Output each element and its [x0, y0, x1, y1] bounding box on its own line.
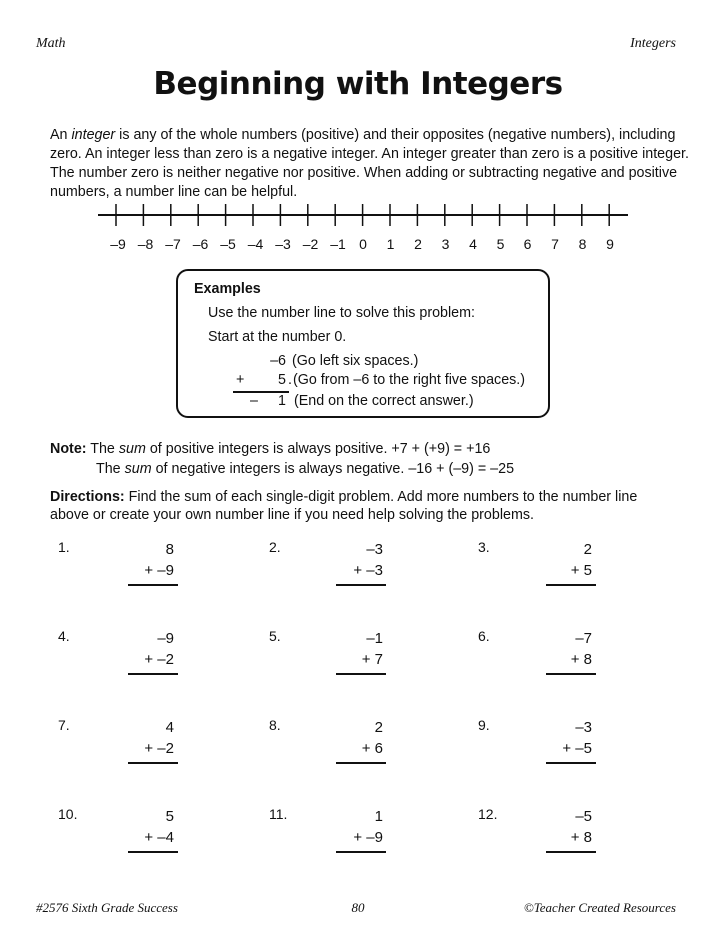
footer-right: ©Teacher Created Resources	[523, 900, 676, 915]
example-step3-sign: –	[250, 393, 258, 409]
nl-label: 7	[551, 236, 559, 252]
note-line2	[96, 461, 514, 477]
footer-page-number: 80	[351, 900, 365, 915]
problem-bottom: + –2	[144, 651, 174, 668]
examples-box	[176, 269, 550, 418]
problem-top: –3	[575, 719, 592, 736]
intro-rest: is any of the whole numbers (positive) and their opposites (negative numbers), including zero. An integer less than zero is a negative integer. An integer greater than zero is a positive integer. The number zero is neither negative nor positive. When adding or subtracting negative and positive numbers, a number line can be helpful.	[50, 127, 689, 200]
problem-answer-line	[336, 851, 386, 853]
nl-label: 5	[496, 236, 505, 252]
nl-label: 4	[469, 236, 477, 252]
problem-answer-line	[546, 851, 596, 853]
problem-number: 1.	[58, 539, 70, 555]
problem-answer-line	[128, 762, 178, 764]
problem-number: 6.	[478, 628, 490, 644]
problem-answer-line	[546, 584, 596, 586]
problem-top: 2	[583, 541, 592, 558]
problem-bottom: + 8	[570, 651, 592, 668]
problem-top: –3	[366, 541, 383, 558]
nl-label: 1	[386, 236, 395, 252]
examples-line1: Use the number line to solve this problem:	[208, 305, 476, 321]
problem-bottom: + 5	[570, 562, 592, 579]
intro-term: integer	[71, 127, 116, 143]
intro-paragraph	[50, 126, 690, 202]
page-title: Beginning with Integers	[153, 66, 563, 102]
problem-top: 2	[374, 719, 383, 736]
nl-label: 9	[606, 236, 614, 252]
problem-number: 3.	[478, 539, 490, 555]
problem-bottom: + –2	[144, 740, 174, 757]
example-step1-value: –6	[270, 353, 286, 369]
problem-top: –7	[575, 630, 592, 647]
examples-heading: Examples	[194, 281, 261, 297]
nl-label: –8	[137, 236, 154, 252]
problem-top: 1	[374, 808, 383, 825]
problem-bottom: + –4	[144, 829, 174, 846]
problem-top: –5	[575, 808, 592, 825]
problem-number: 11.	[269, 806, 288, 822]
number-line	[96, 200, 636, 230]
nl-label: 3	[441, 236, 450, 252]
directions-label: Directions:	[50, 489, 125, 505]
problem-top: –1	[366, 630, 383, 647]
nl-label: –2	[302, 236, 319, 252]
example-step2-note: (Go from –6 to the right five spaces.)	[293, 372, 526, 388]
note-line2-pre: The	[96, 461, 125, 477]
problem-answer-line	[128, 673, 178, 675]
problem-number: 4.	[58, 628, 70, 644]
problem-top: 4	[165, 719, 174, 736]
nl-label: –3	[275, 236, 291, 252]
example-step2-value: 5	[278, 372, 286, 388]
footer-left: #2576 Sixth Grade Success	[36, 900, 178, 915]
problem-answer-line	[128, 584, 178, 586]
problem-answer-line	[336, 762, 386, 764]
problem-number: 12.	[478, 806, 498, 822]
note-line1	[50, 441, 490, 457]
example-step2-sign: +	[236, 372, 245, 388]
nl-label: –6	[192, 236, 209, 252]
nl-label: –9	[110, 236, 126, 252]
problem-top: 5	[165, 808, 174, 825]
directions-line2: above or create your own number line if you need help solving the problems.	[50, 507, 534, 523]
problem-number: 8.	[269, 717, 281, 733]
note-line2-term: sum	[124, 461, 152, 477]
problem-bottom: + –5	[562, 740, 592, 757]
directions-text1: Find the sum of each single-digit problem. Add more numbers to the number line	[128, 489, 638, 505]
note-line1-term: sum	[118, 441, 146, 457]
nl-label: –5	[220, 236, 236, 252]
nl-label: 8	[578, 236, 587, 252]
problem-number: 5.	[269, 628, 281, 644]
problem-number: 10.	[58, 806, 78, 822]
note-line2-post: of negative integers is always negative. –16 + (–9) = –25	[151, 461, 515, 477]
nl-label: –1	[330, 236, 346, 252]
note-label: Note:	[50, 441, 87, 457]
examples-line2: Start at the number 0.	[208, 329, 347, 345]
problem-answer-line	[336, 584, 386, 586]
example-step2-dot: .	[288, 372, 292, 388]
problem-answer-line	[546, 673, 596, 675]
nl-label: –4	[247, 236, 264, 252]
nl-label: 6	[523, 236, 532, 252]
directions-line1	[50, 489, 637, 505]
problem-bottom: + 6	[361, 740, 383, 757]
example-step3-note: (End on the correct answer.)	[294, 393, 474, 409]
example-step3-value: 1	[278, 393, 286, 409]
problem-bottom: + 7	[361, 651, 383, 668]
example-step1-note: (Go left six spaces.)	[292, 353, 419, 369]
problem-top: 8	[165, 541, 174, 558]
intro-an: An	[50, 127, 72, 143]
problem-bottom: + –9	[144, 562, 174, 579]
note-line1-post: of positive integers is always positive. +7 + (+9) = +16	[145, 441, 491, 457]
note-line1-pre: The	[90, 441, 119, 457]
nl-label: 0	[359, 236, 367, 252]
problem-bottom: + –9	[353, 829, 383, 846]
problem-answer-line	[546, 762, 596, 764]
nl-label: –7	[165, 236, 181, 252]
problem-answer-line	[336, 673, 386, 675]
problem-top: –9	[157, 630, 174, 647]
nl-label: 2	[414, 236, 422, 252]
header-subject: Math	[36, 36, 66, 51]
problem-bottom: + –3	[353, 562, 383, 579]
problem-answer-line	[128, 851, 178, 853]
problem-number: 9.	[478, 717, 490, 733]
problem-number: 7.	[58, 717, 70, 733]
problem-bottom: + 8	[570, 829, 592, 846]
problem-number: 2.	[269, 539, 281, 555]
header-topic: Integers	[630, 36, 676, 51]
